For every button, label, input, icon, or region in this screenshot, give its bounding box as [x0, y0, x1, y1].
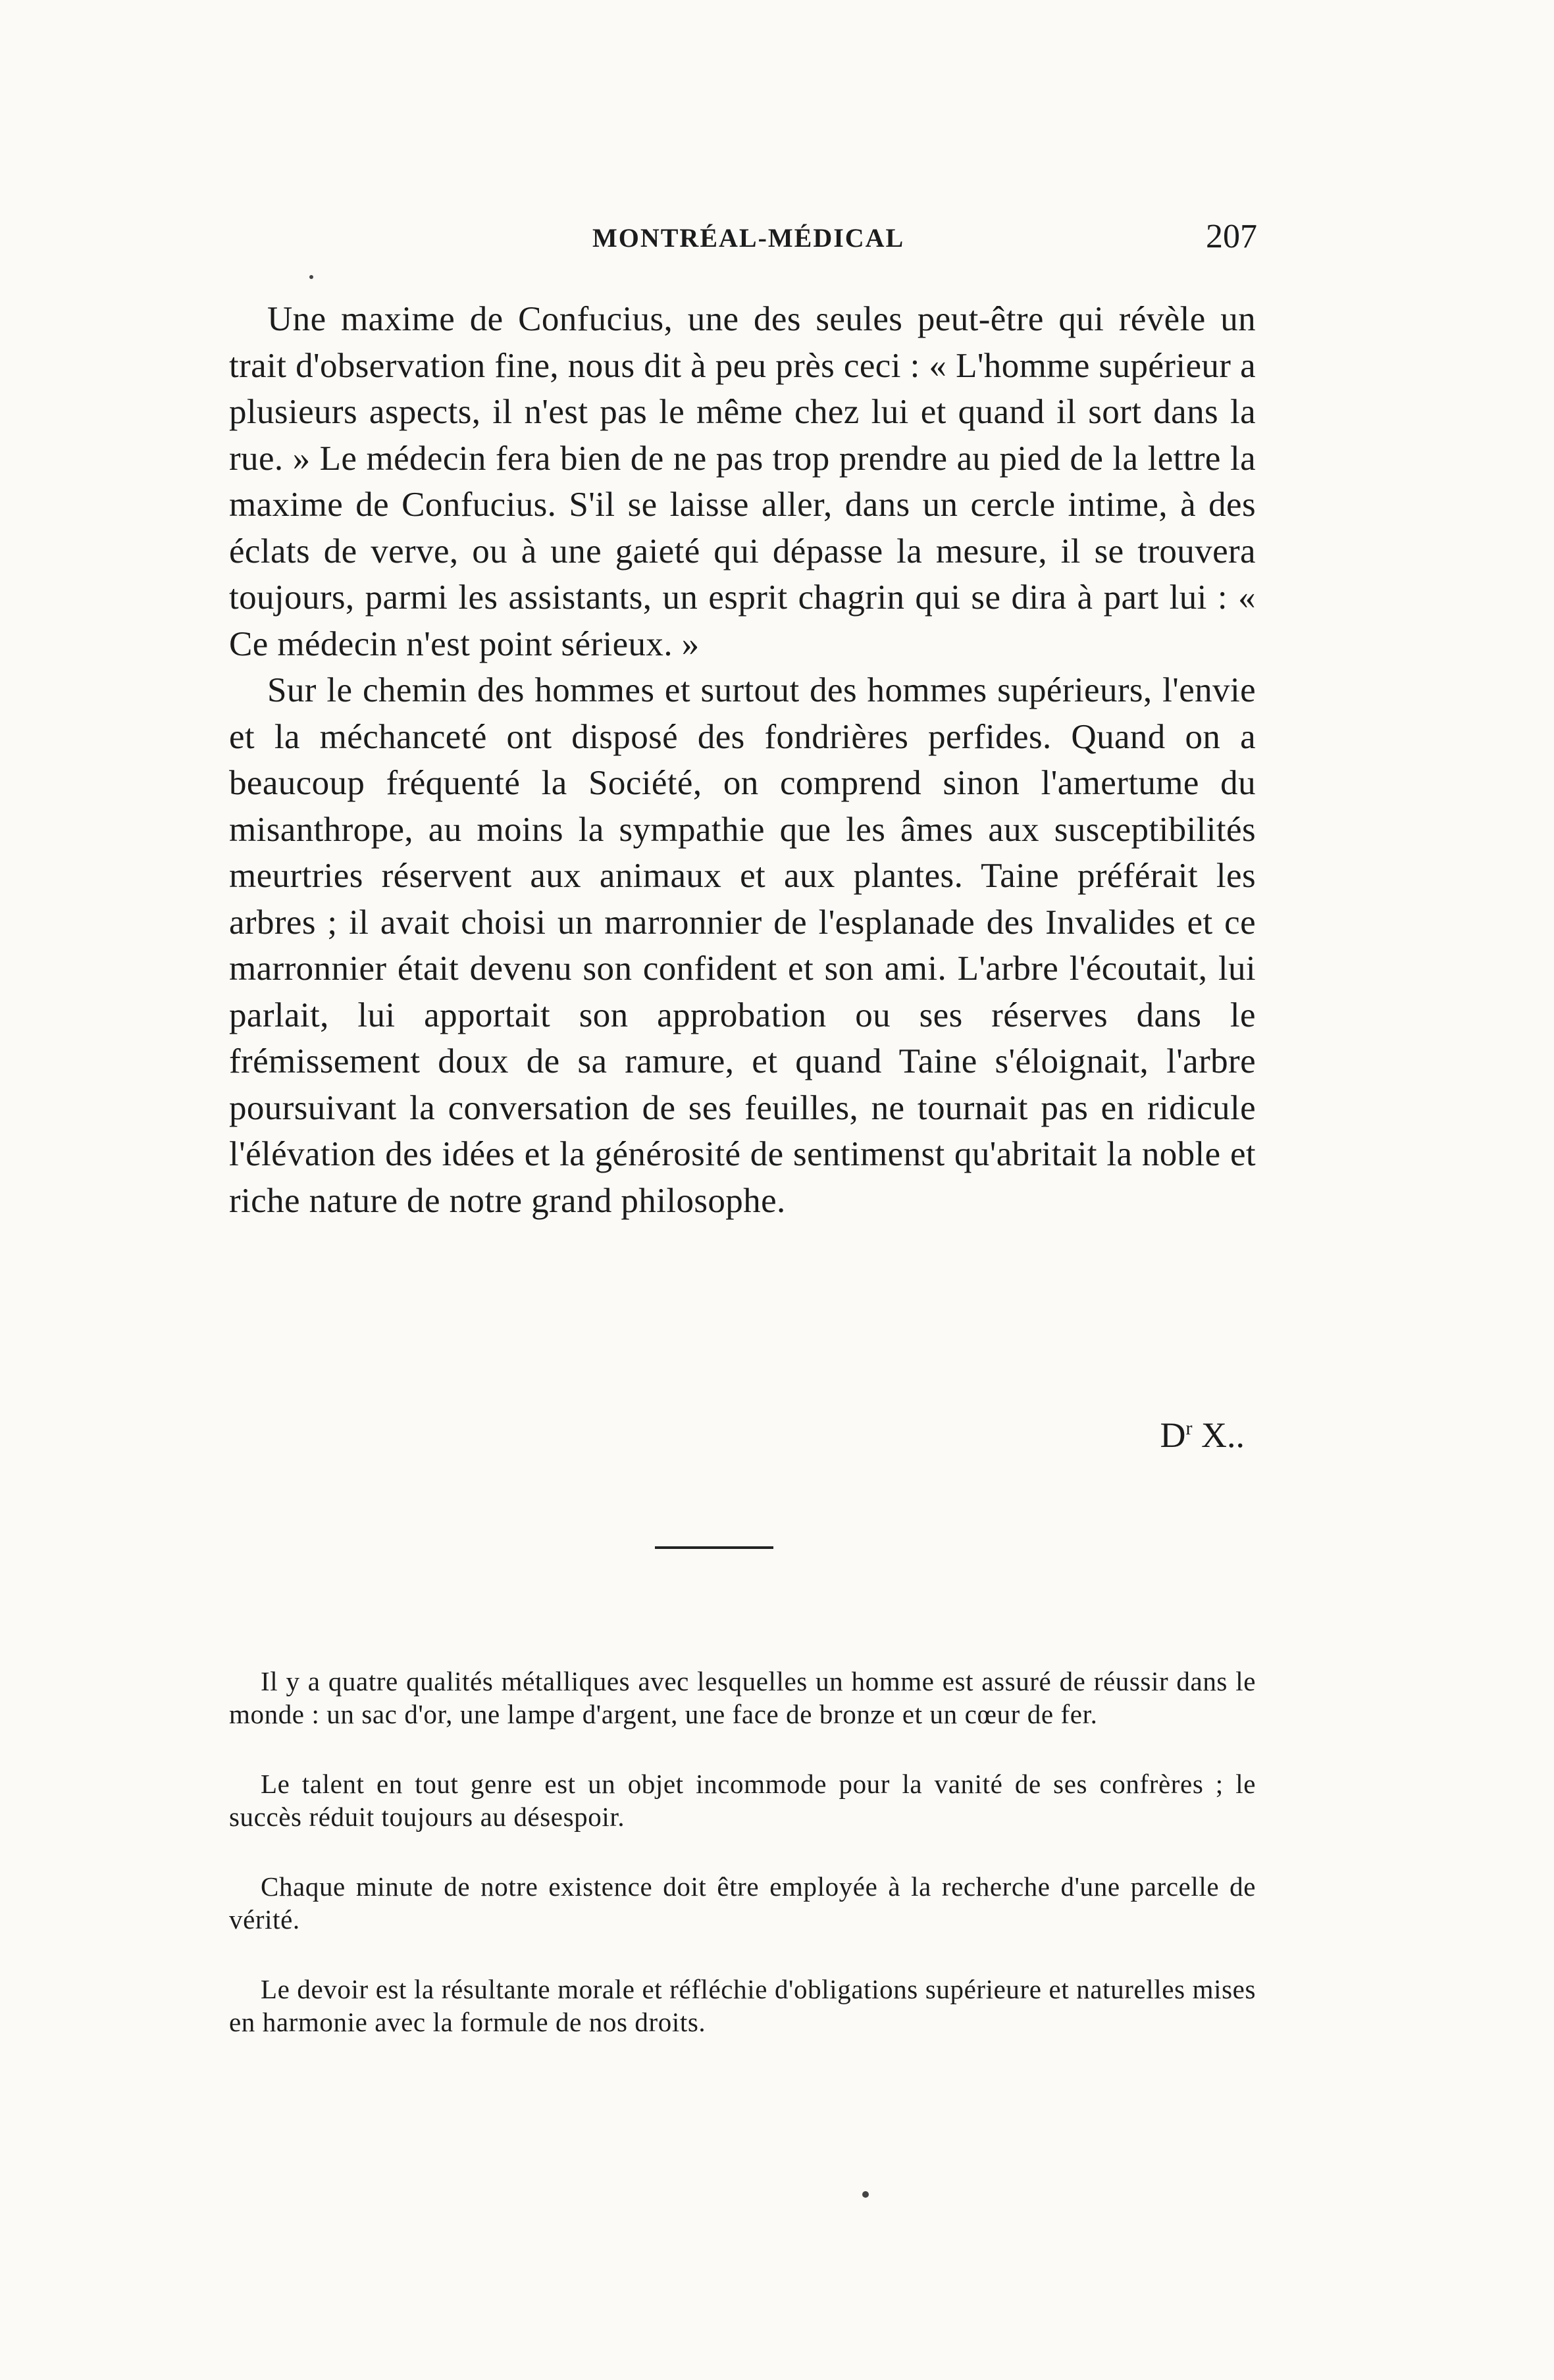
- maxim-paragraph: Chaque minute de notre existence doit être employée à la recherche d'une parcelle de vérité.: [229, 1871, 1256, 1935]
- section-divider: [655, 1546, 773, 1549]
- signature-superscript: r: [1185, 1417, 1193, 1439]
- running-title: MONTRÉAL-MÉDICAL: [592, 223, 905, 253]
- signature-prefix: D: [1160, 1415, 1186, 1455]
- maxims-section: [229, 1665, 1256, 2075]
- print-speck: [309, 275, 313, 279]
- article-body: [229, 296, 1256, 1224]
- maxim-paragraph: Le devoir est la résultante morale et réfléchie d'obligations supérieure et naturelles mises en harmonie avec la formule de nos droits.: [229, 1974, 1256, 2037]
- maxim-paragraph: Le talent en tout genre est un objet incommode pour la vanité de ses confrères ; le succès réduit toujours au désespoir.: [229, 1769, 1256, 1832]
- body-paragraph: Sur le chemin des hommes et surtout des hommes supérieurs, l'envie et la méchanceté ont disposé des fondrières perfides. Quand on a beaucoup fréquenté la Société, on comprend sinon l'amertume du misanthrope, au moins la sympathie que les âmes aux susceptibilités meurtries réservent aux animaux et aux plantes. Taine préférait les arbres ; il avait choisi un marronnier de l'esplanade des Invalides et ce marronnier était devenu son confident et son ami. L'arbre l'écoutait, lui parlait, lui apportait son approbation ou ses réserves dans le frémissement doux de sa ramure, et quand Taine s'éloignait, l'arbre poursuivant la conversation de ses feuilles, ne tournait pas en ridicule l'élévation des idées et la générosité de sentimenst qu'abritait la noble et riche nature de notre grand philosophe.: [229, 671, 1256, 1220]
- page-header: [592, 217, 1257, 263]
- signature-name: X..: [1192, 1415, 1245, 1455]
- maxim-paragraph: Il y a quatre qualités métalliques avec lesquelles un homme est assuré de réussir dans le monde : un sac d'or, une lampe d'argent, une face de bronze et un cœur de fer.: [229, 1666, 1256, 1729]
- print-speck: [862, 2191, 869, 2198]
- author-signature: [1160, 1415, 1245, 1456]
- page-number: 207: [1206, 218, 1257, 255]
- body-paragraph: Une maxime de Confucius, une des seules peut-être qui révèle un trait d'observation fine, nous dit à peu près ceci : « L'homme supérieur a plusieurs aspects, il n'est pas le même chez lui et quand il sort dans la rue. » Le médecin fera bien de ne pas trop prendre au pied de la lettre la maxime de Confucius. S'il se laisse aller, dans un cercle intime, à des éclats de verve, ou à une gaieté qui dépasse la mesure, il se trouvera toujours, parmi les assistants, un esprit chagrin qui se dira à part lui : « Ce médecin n'est point sérieux. »: [229, 300, 1256, 663]
